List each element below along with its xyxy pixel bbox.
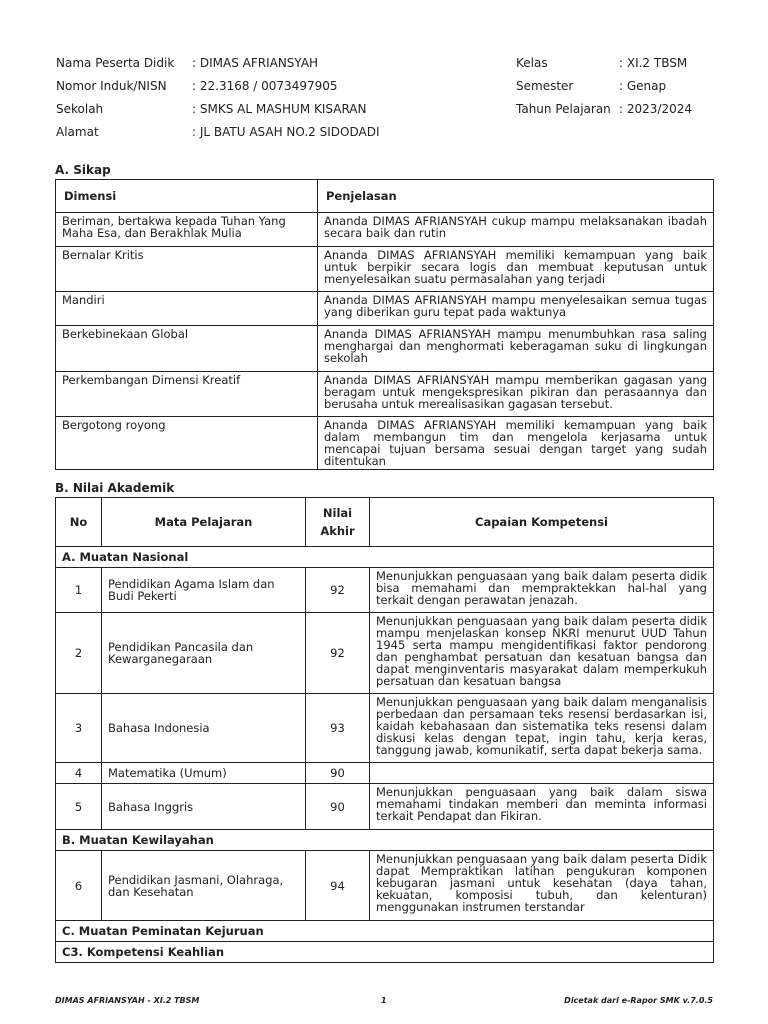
no-cell: 5 [56,784,102,830]
info-label: Semester [516,79,574,93]
page-number: 1 [381,996,387,1005]
mapel-cell: Bahasa Indonesia [102,694,306,763]
no-cell: 2 [56,613,102,694]
page-footer [55,996,713,1010]
penjelasan-cell: Ananda DIMAS AFRIANSYAH mampu menumbuhkan rasa saling menghargai dan menghormati keberagaman suku di lingkungan sekolah [318,326,714,372]
table-row [56,568,714,613]
info-label: Nama Peserta Didik [56,56,175,70]
info-label: Kelas [516,56,548,70]
column-header-nilai: Nilai Akhir [306,498,370,547]
info-row-nisn [56,75,338,97]
table-row [56,213,714,247]
info-value: : 22.3168 / 0073497905 [192,79,338,93]
no-cell: 1 [56,568,102,613]
dimensi-cell: Berkebinekaan Global [56,326,318,372]
penjelasan-cell: Ananda DIMAS AFRIANSYAH mampu memberikan gagasan yang beragam untuk mengekspresikan pikiran dan perasaannya dan berusaha untuk merealisasikan gagasan tersebut. [318,372,714,417]
column-header-no: No [56,498,102,547]
table-row [56,763,714,784]
footer-student: DIMAS AFRIANSYAH - XI.2 TBSM [55,996,200,1005]
dimensi-cell: Bernalar Kritis [56,247,318,292]
column-header-penjelasan: Penjelasan [318,180,714,213]
no-cell: 3 [56,694,102,763]
info-row-tahun [516,98,692,120]
info-value: : SMKS AL MASHUM KISARAN [192,102,367,116]
table-row [56,851,714,921]
dimensi-cell: Mandiri [56,292,318,326]
footer-printed-by: Dicetak dari e-Rapor SMK v.7.0.5 [564,996,713,1005]
table-row [56,372,714,417]
group-row-kewilayahan [56,830,714,851]
capaian-cell [370,763,714,784]
nilai-table [55,497,714,963]
mapel-cell: Pendidikan Pancasila dan Kewarganegaraan [102,613,306,694]
group-row-peminatan [56,921,714,942]
info-row-semester [516,75,667,97]
capaian-cell: Menunjukkan penguasaan yang baik dalam siswa memahami tindakan memberi dan meminta informasi terkait Pendapat dan Fikiran. [370,784,714,830]
info-value: : JL BATU ASAH NO.2 SIDODADI [192,125,380,139]
dimensi-cell: Bergotong royong [56,417,318,470]
no-cell: 6 [56,851,102,921]
penjelasan-cell: Ananda DIMAS AFRIANSYAH memiliki kemampuan yang baik untuk berpikir secara logis dan membuat keputusan untuk menyelesaikan suatu permasalahan yang terjadi [318,247,714,292]
table-header-row [56,498,714,547]
info-value: : 2023/2024 [619,102,692,116]
capaian-cell: Menunjukkan penguasaan yang baik dalam peserta didik bisa memahami dan mempraktekkan hal-hal yang terkait dengan perawatan jenazah. [370,568,714,613]
nilai-cell: 92 [306,568,370,613]
group-label: C. Muatan Peminatan Kejuruan [56,921,714,942]
group-label: C3. Kompetensi Keahlian [56,942,714,963]
info-label: Tahun Pelajaran [516,102,611,116]
table-row [56,326,714,372]
table-row [56,613,714,694]
mapel-cell: Pendidikan Agama Islam dan Budi Pekerti [102,568,306,613]
no-cell: 4 [56,763,102,784]
penjelasan-cell: Ananda DIMAS AFRIANSYAH memiliki kemampuan yang baik dalam membangun tim dan mengelola kerjasama untuk mencapai tujuan bersama sesuai dengan target yang sudah ditentukan [318,417,714,470]
group-label: B. Muatan Kewilayahan [56,830,714,851]
info-value: : DIMAS AFRIANSYAH [192,56,319,70]
nilai-cell: 92 [306,613,370,694]
info-value: : XI.2 TBSM [619,56,688,70]
table-row [56,292,714,326]
mapel-cell: Bahasa Inggris [102,784,306,830]
capaian-cell: Menunjukkan penguasaan yang baik dalam peserta Didik dapat Mempraktikan latihan pengukuran komponen kebugaran jasmani untuk kesehatan (daya tahan, kekuatan, komposisi tubuh, dan kelenturan) menggunakan instrumen terstandar [370,851,714,921]
info-label: Alamat [56,125,99,139]
dimensi-cell: Beriman, bertakwa kepada Tuhan Yang Maha Esa, dan Berakhlak Mulia [56,213,318,247]
info-row-sekolah [56,98,367,120]
table-row [56,247,714,292]
table-row [56,417,714,470]
group-row-keahlian [56,942,714,963]
group-row-nasional [56,547,714,568]
info-label: Nomor Induk/NISN [56,79,167,93]
info-row-nama [56,52,319,74]
mapel-cell: Pendidikan Jasmani, Olahraga, dan Kesehatan [102,851,306,921]
group-label: A. Muatan Nasional [56,547,714,568]
nilai-cell: 90 [306,784,370,830]
penjelasan-cell: Ananda DIMAS AFRIANSYAH mampu menyelesaikan semua tugas yang diberikan guru tepat pada waktunya [318,292,714,326]
info-row-alamat [56,121,380,143]
dimensi-cell: Perkembangan Dimensi Kreatif [56,372,318,417]
info-value: : Genap [619,79,667,93]
nilai-cell: 94 [306,851,370,921]
section-title-sikap: A. Sikap [55,163,111,177]
table-row [56,784,714,830]
nilai-cell: 90 [306,763,370,784]
nilai-cell: 93 [306,694,370,763]
table-row [56,694,714,763]
capaian-cell: Menunjukkan penguasaan yang baik dalam peserta didik mampu menjelaskan konsep NKRI menurut UUD Tahun 1945 serta mampu mengidentifikasi faktor pendorong dan penghambat persatuan dan kesatuan bangsa dan dapat menginventaris masyarakat dalam memperkukuh persatuan dan kesatuan bangsa [370,613,714,694]
sikap-table [55,179,714,470]
penjelasan-cell: Ananda DIMAS AFRIANSYAH cukup mampu melaksanakan ibadah secara baik dan rutin [318,213,714,247]
section-title-nilai: B. Nilai Akademik [55,481,175,495]
mapel-cell: Matematika (Umum) [102,763,306,784]
table-header-row [56,180,714,213]
info-row-kelas [516,52,688,74]
capaian-cell: Menunjukkan penguasaan yang baik dalam menganalisis perbedaan dan persamaan teks resensi berdasarkan isi, kaidah kebahasaan dan sistematika teks resensi dalam diskusi kelas dengan tepat, ingin tahu, kerja keras, tanggung jawab, komunikatif, serta dapat bekerja sama. [370,694,714,763]
info-label: Sekolah [56,102,104,116]
column-header-mapel: Mata Pelajaran [102,498,306,547]
column-header-capaian: Capaian Kompetensi [370,498,714,547]
column-header-dimensi: Dimensi [56,180,318,213]
